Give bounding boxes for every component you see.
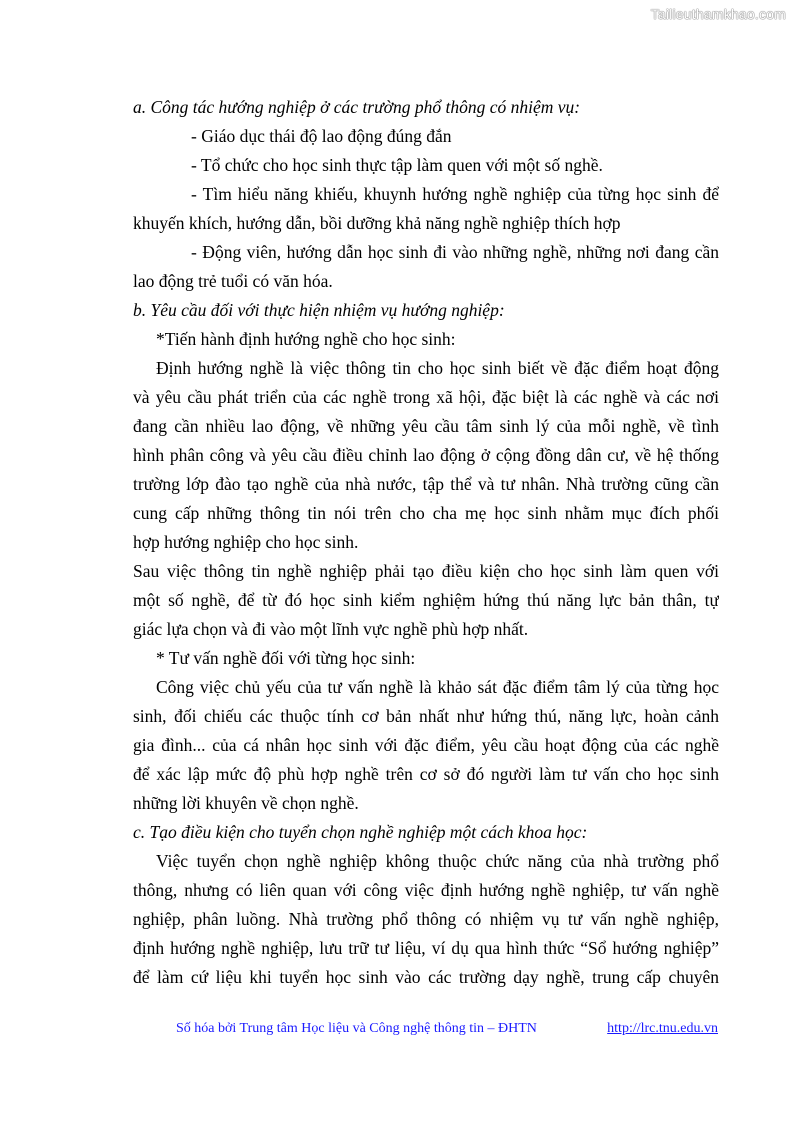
heading-c: c. Tạo điều kiện cho tuyển chọn nghề nghiệp một cách khoa học: (133, 822, 588, 842)
paragraph-line: Công việc chủ yếu của tư vấn nghề là khảo sát đặc điểm tâm lý của từng học (156, 677, 719, 697)
paragraph-line: Việc tuyển chọn nghề nghiệp không thuộc chức năng của nhà trường phổ (156, 851, 719, 871)
paragraph-line: lao động trẻ tuổi có văn hóa. (133, 271, 333, 291)
paragraph-line: - Động viên, hướng dẫn học sinh đi vào những nghề, những nơi đang cần (191, 242, 719, 262)
paragraph-line: Định hướng nghề là việc thông tin cho học sinh biết về đặc điểm hoạt động (156, 358, 719, 378)
paragraph-line: một số nghề, để từ đó học sinh kiểm nghiệm hứng thú năng lực bản thân, tự (133, 590, 719, 610)
paragraph-line: hợp hướng nghiệp cho học sinh. (133, 532, 359, 552)
watermark: Tailieuthamkhao.com (650, 6, 786, 22)
paragraph-line: *Tiến hành định hướng nghề cho học sinh: (156, 329, 456, 349)
footer-credit: Số hóa bởi Trung tâm Học liệu và Công nghệ thông tin – ĐHTN (176, 1021, 537, 1036)
paragraph-line: sinh, đối chiếu các thuộc tính cơ bản nhất như hứng thú, năng lực, hoàn cảnh (133, 706, 719, 726)
paragraph-line: Sau việc thông tin nghề nghiệp phải tạo điều kiện cho học sinh làm quen với (133, 561, 719, 581)
paragraph-line: - Giáo dục thái độ lao động đúng đắn (191, 126, 452, 146)
footer-link[interactable]: http://lrc.tnu.edu.vn (607, 1021, 718, 1036)
paragraph-line: - Tổ chức cho học sinh thực tập làm quen với một số nghề. (191, 155, 603, 175)
paragraph-line: gia đình... của cá nhân học sinh với đặc điểm, yêu cầu hoạt động của các nghề (133, 735, 719, 755)
paragraph-line: những lời khuyên về chọn nghề. (133, 793, 359, 813)
paragraph-line: trường lớp đào tạo nghề của nhà nước, tập thể và tư nhân. Nhà trường cũng cần (133, 474, 719, 494)
paragraph-line: khuyến khích, hướng dẫn, bồi dưỡng khả năng nghề nghiệp thích hợp (133, 213, 621, 233)
paragraph-line: định hướng nghề nghiệp, lưu trữ tư liệu, ví dụ qua hình thức “Sổ hướng nghiệp” (133, 938, 719, 958)
paragraph-line: giác lựa chọn và đi vào một lĩnh vực nghề phù hợp nhất. (133, 619, 529, 639)
paragraph-line: cung cấp những thông tin nói trên cho cha mẹ học sinh nhằm mục đích phối (133, 503, 719, 523)
paragraph-line: - Tìm hiểu năng khiếu, khuynh hướng nghề nghiệp của từng học sinh để (191, 184, 719, 204)
paragraph-line: để xác lập mức độ phù hợp nghề trên cơ sở đó người làm tư vấn cho học sinh (133, 764, 719, 784)
paragraph-line: đang cần nhiều lao động, về những yêu cầu tâm sinh lý của mỗi nghề, về tình (133, 416, 719, 436)
paragraph-line: hình phân công và yêu cầu điều chỉnh lao động ở cộng đồng dân cư, về hệ thống (133, 445, 719, 465)
paragraph-line: và yêu cầu phát triển của các nghề trong xã hội, đặc biệt là các nghề và các nơi (133, 387, 719, 407)
paragraph-line: để làm cứ liệu khi tuyển học sinh vào các trường dạy nghề, trung cấp chuyên (133, 967, 719, 987)
heading-a: a. Công tác hướng nghiệp ở các trường phổ thông có nhiệm vụ: (133, 97, 581, 117)
paragraph-line: thông, nhưng có liên quan với công việc định hướng nghề nghiệp, tư vấn nghề (133, 880, 719, 900)
paragraph-line: * Tư vấn nghề đối với từng học sinh: (156, 648, 416, 668)
document-body (133, 93, 719, 992)
paragraph-line: nghiệp, phân luồng. Nhà trường phổ thông có nhiệm vụ tư vấn nghề nghiệp, (133, 909, 719, 929)
heading-b: b. Yêu cầu đối với thực hiện nhiệm vụ hướng nghiệp: (133, 300, 505, 320)
